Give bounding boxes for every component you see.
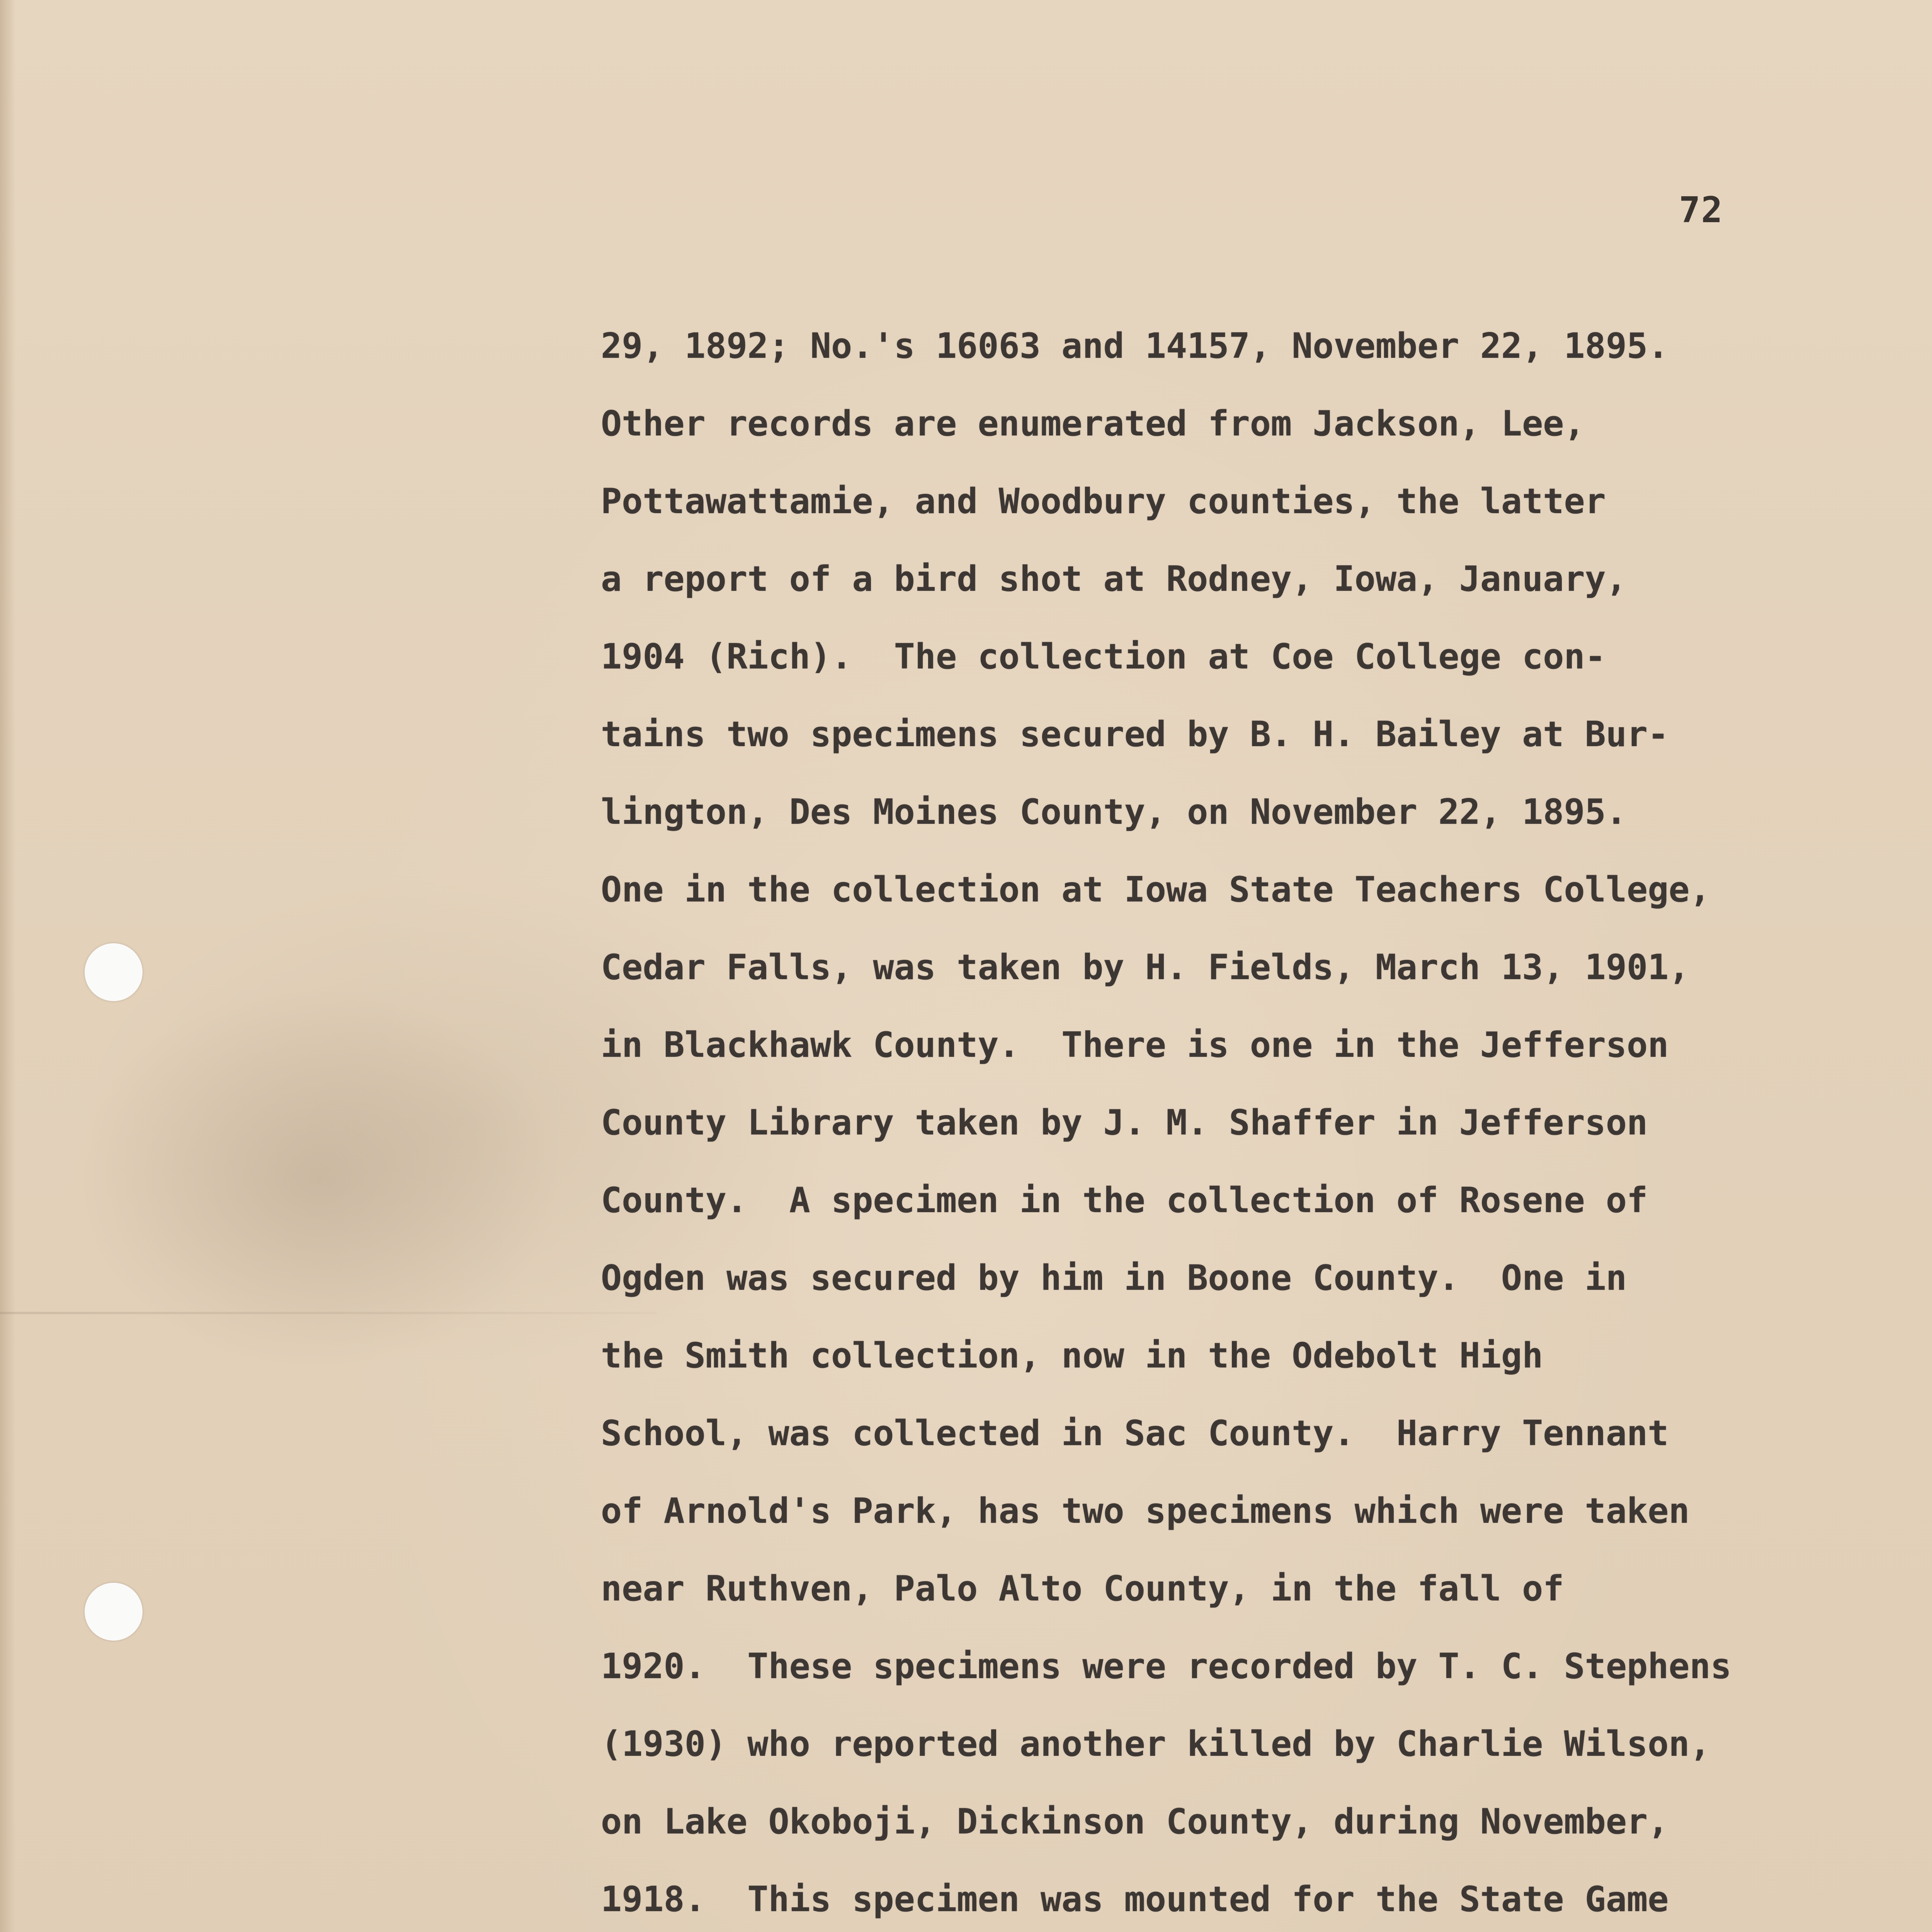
text-line: (1930) who reported another killed by Charlie Wilson, <box>601 1724 1711 1764</box>
text-line: 1904 (Rich). The collection at Coe College con- <box>601 636 1606 677</box>
typewritten-body <box>601 307 1876 1932</box>
text-line: County Library taken by J. M. Shaffer in Jefferson <box>601 1102 1648 1143</box>
text-line: Cedar Falls, was taken by H. Fields, March 13, 1901, <box>601 947 1690 988</box>
text-line: in Blackhawk County. There is one in the Jefferson <box>601 1025 1669 1065</box>
text-line: a report of a bird shot at Rodney, Iowa, January, <box>601 559 1627 599</box>
text-line: 1918. This specimen was mounted for the State Game <box>601 1879 1669 1920</box>
text-line: Ogden was secured by him in Boone County. One in <box>601 1258 1627 1298</box>
page-number: 72 <box>1679 189 1723 231</box>
paper-fold-crease <box>0 1312 657 1314</box>
text-line: 29, 1892; No.'s 16063 and 14157, November 22, 1895. <box>601 326 1669 366</box>
text-line: near Ruthven, Palo Alto County, in the fall of <box>601 1568 1564 1609</box>
text-line: School, was collected in Sac County. Harry Tennant <box>601 1413 1669 1454</box>
text-line: County. A specimen in the collection of Rosene of <box>601 1180 1648 1221</box>
text-line: on Lake Okoboji, Dickinson County, during November, <box>601 1801 1669 1842</box>
punch-hole-bottom <box>85 1583 143 1641</box>
text-line: tains two specimens secured by B. H. Bailey at Bur- <box>601 714 1669 755</box>
page-edge-shadow <box>0 0 15 1932</box>
text-line: lington, Des Moines County, on November 22, 1895. <box>601 792 1627 832</box>
text-line: 1920. These specimens were recorded by T. C. Stephens <box>601 1646 1731 1687</box>
text-line: Pottawattamie, and Woodbury counties, the latter <box>601 481 1606 522</box>
text-line: the Smith collection, now in the Odebolt High <box>601 1335 1543 1376</box>
text-line: Other records are enumerated from Jackson, Lee, <box>601 403 1585 444</box>
punch-hole-top <box>85 943 143 1001</box>
text-line: of Arnold's Park, has two specimens which were taken <box>601 1491 1690 1531</box>
text-line: One in the collection at Iowa State Teachers College, <box>601 869 1711 910</box>
